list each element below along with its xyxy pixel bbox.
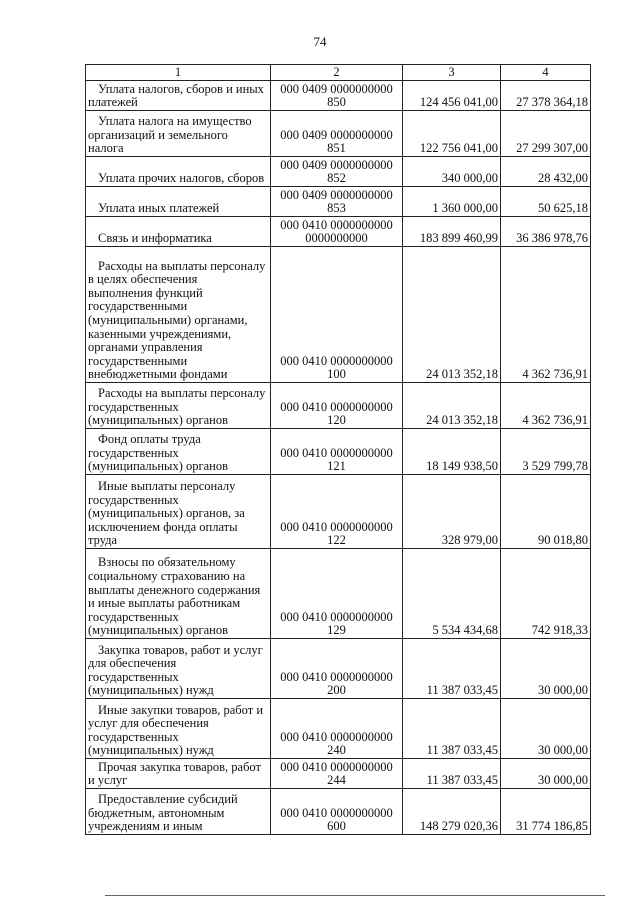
row-name-cell bbox=[86, 187, 271, 217]
row-name-line: исключением фонда оплаты bbox=[88, 519, 238, 534]
row-code-line: 000 0410 0000000000 bbox=[280, 445, 393, 460]
row-value-col4: 36 386 978,76 bbox=[501, 217, 591, 247]
row-value-col3: 328 979,00 bbox=[403, 475, 501, 549]
row-value-col3: 24 013 352,18 bbox=[403, 247, 501, 383]
row-name-line: органами управления bbox=[88, 340, 203, 355]
row-name-line: Уплата налогов, сборов и иных bbox=[98, 81, 264, 96]
row-name-line: выплаты денежного содержания bbox=[88, 582, 261, 597]
row-name-cell bbox=[86, 475, 271, 549]
table-body bbox=[86, 81, 591, 835]
row-code-cell bbox=[271, 383, 403, 429]
row-name-line: труда bbox=[88, 533, 118, 548]
row-name-line: платежей bbox=[88, 95, 138, 110]
header-row bbox=[86, 65, 591, 81]
table-row bbox=[86, 383, 591, 429]
table-row bbox=[86, 111, 591, 157]
row-code-line: 000 0409 0000000000 bbox=[280, 127, 393, 142]
row-code-cell bbox=[271, 157, 403, 187]
row-value-col3: 5 534 434,68 bbox=[403, 549, 501, 639]
row-name-line: Фонд оплаты труда bbox=[98, 432, 201, 447]
row-name-line: Связь и информатика bbox=[98, 231, 212, 246]
row-value-col4: 30 000,00 bbox=[501, 699, 591, 759]
row-value-col3: 11 387 033,45 bbox=[403, 699, 501, 759]
row-code-cell bbox=[271, 187, 403, 217]
row-name-line: (муниципальных) органов, за bbox=[88, 506, 245, 521]
row-name-line: Предоставление субсидий bbox=[98, 792, 238, 807]
row-code-line: 000 0410 0000000000 bbox=[280, 217, 393, 232]
row-name-line: Закупка товаров, работ и услуг bbox=[98, 642, 263, 657]
row-code-line: 240 bbox=[327, 743, 346, 758]
row-code-cell bbox=[271, 789, 403, 835]
row-name-cell bbox=[86, 699, 271, 759]
row-value-col4: 742 918,33 bbox=[501, 549, 591, 639]
row-code-line: 244 bbox=[327, 773, 346, 788]
row-code-line: 851 bbox=[327, 141, 346, 156]
row-name-line: Расходы на выплаты персоналу bbox=[98, 258, 266, 273]
row-value-col4: 31 774 186,85 bbox=[501, 789, 591, 835]
row-name-line: казенными учреждениями, bbox=[88, 326, 232, 341]
row-value-col4: 28 432,00 bbox=[501, 157, 591, 187]
row-code-line: 852 bbox=[327, 171, 346, 186]
row-name-cell bbox=[86, 789, 271, 835]
row-value-col4: 4 362 736,91 bbox=[501, 247, 591, 383]
row-name-line: государственными bbox=[88, 353, 188, 368]
table-row bbox=[86, 789, 591, 835]
row-code-cell bbox=[271, 217, 403, 247]
table-row bbox=[86, 187, 591, 217]
row-name-line: (муниципальными) органами, bbox=[88, 313, 248, 328]
table-row bbox=[86, 549, 591, 639]
row-name-cell bbox=[86, 639, 271, 699]
row-code-line: 000 0409 0000000000 bbox=[280, 187, 393, 202]
row-code-cell bbox=[271, 699, 403, 759]
row-code-line: 000 0410 0000000000 bbox=[280, 805, 393, 820]
row-name-line: и иные выплаты работникам bbox=[88, 596, 241, 611]
row-value-col4: 27 378 364,18 bbox=[501, 81, 591, 111]
table-row bbox=[86, 475, 591, 549]
row-code-cell bbox=[271, 429, 403, 475]
row-name-cell bbox=[86, 383, 271, 429]
row-code-line: 0000000000 bbox=[305, 231, 368, 246]
row-name-cell bbox=[86, 429, 271, 475]
row-name-line: государственных bbox=[88, 445, 179, 460]
row-code-line: 600 bbox=[327, 819, 346, 834]
budget-table bbox=[85, 64, 591, 835]
row-name-cell bbox=[86, 217, 271, 247]
row-value-col3: 124 456 041,00 bbox=[403, 81, 501, 111]
row-name-line: Расходы на выплаты персоналу bbox=[98, 386, 266, 401]
row-name-line: социальному страхованию на bbox=[88, 569, 246, 584]
row-code-line: 100 bbox=[327, 367, 346, 382]
table-row bbox=[86, 217, 591, 247]
page-number: 74 bbox=[313, 34, 327, 49]
row-code-line: 122 bbox=[327, 533, 346, 548]
row-name-cell bbox=[86, 247, 271, 383]
row-value-col3: 11 387 033,45 bbox=[403, 759, 501, 789]
row-value-col3: 340 000,00 bbox=[403, 157, 501, 187]
row-name-line: Взносы по обязательному bbox=[98, 555, 236, 570]
row-name-line: для обеспечения bbox=[88, 656, 177, 671]
row-code-line: 121 bbox=[327, 459, 346, 474]
row-name-line: Уплата иных платежей bbox=[98, 201, 220, 216]
footer-divider bbox=[105, 895, 605, 896]
row-code-line: 000 0409 0000000000 bbox=[280, 157, 393, 172]
row-code-line: 000 0410 0000000000 bbox=[280, 519, 393, 534]
column-header-3: 3 bbox=[403, 65, 501, 81]
row-value-col4: 90 018,80 bbox=[501, 475, 591, 549]
row-name-line: (муниципальных) нужд bbox=[88, 683, 214, 698]
table-row bbox=[86, 157, 591, 187]
row-value-col3: 148 279 020,36 bbox=[403, 789, 501, 835]
row-name-cell bbox=[86, 759, 271, 789]
row-code-line: 853 bbox=[327, 201, 346, 216]
table-row bbox=[86, 429, 591, 475]
table-row bbox=[86, 639, 591, 699]
row-value-col4: 3 529 799,78 bbox=[501, 429, 591, 475]
table-row bbox=[86, 699, 591, 759]
row-name-line: выполнения функций bbox=[88, 285, 203, 300]
row-name-line: государственных bbox=[88, 609, 179, 624]
row-name-line: учреждениям и иным bbox=[88, 819, 203, 834]
row-name-line: услуг для обеспечения bbox=[88, 716, 209, 731]
row-name-line: (муниципальных) органов bbox=[88, 459, 229, 474]
row-name-line: государственных bbox=[88, 729, 179, 744]
row-name-line: (муниципальных) органов bbox=[88, 413, 229, 428]
row-code-line: 000 0410 0000000000 bbox=[280, 759, 393, 774]
column-header-4: 4 bbox=[501, 65, 591, 81]
row-value-col4: 30 000,00 bbox=[501, 639, 591, 699]
row-value-col4: 50 625,18 bbox=[501, 187, 591, 217]
column-header-1: 1 bbox=[86, 65, 271, 81]
row-name-line: (муниципальных) нужд bbox=[88, 743, 214, 758]
row-code-line: 200 bbox=[327, 683, 346, 698]
row-name-cell bbox=[86, 81, 271, 111]
row-value-col3: 18 149 938,50 bbox=[403, 429, 501, 475]
row-code-line: 000 0410 0000000000 bbox=[280, 353, 393, 368]
row-name-line: бюджетным, автономным bbox=[88, 805, 225, 820]
row-code-line: 000 0410 0000000000 bbox=[280, 669, 393, 684]
row-code-line: 120 bbox=[327, 413, 346, 428]
row-name-line: налога bbox=[88, 141, 124, 156]
row-code-line: 129 bbox=[327, 623, 346, 638]
row-name-line: внебюджетными фондами bbox=[88, 367, 228, 382]
row-code-cell bbox=[271, 81, 403, 111]
row-name-line: Иные закупки товаров, работ и bbox=[98, 702, 264, 717]
row-value-col3: 183 899 460,99 bbox=[403, 217, 501, 247]
row-code-cell bbox=[271, 639, 403, 699]
row-value-col3: 24 013 352,18 bbox=[403, 383, 501, 429]
table-row bbox=[86, 247, 591, 383]
row-code-cell bbox=[271, 475, 403, 549]
table-row bbox=[86, 81, 591, 111]
row-name-line: государственных bbox=[88, 399, 179, 414]
row-value-col3: 11 387 033,45 bbox=[403, 639, 501, 699]
row-value-col3: 122 756 041,00 bbox=[403, 111, 501, 157]
row-name-line: государственными bbox=[88, 299, 188, 314]
row-code-cell bbox=[271, 759, 403, 789]
row-name-cell bbox=[86, 111, 271, 157]
row-name-cell bbox=[86, 157, 271, 187]
row-name-line: (муниципальных) органов bbox=[88, 623, 229, 638]
row-code-line: 000 0409 0000000000 bbox=[280, 81, 393, 96]
column-header-2: 2 bbox=[271, 65, 403, 81]
row-value-col4: 27 299 307,00 bbox=[501, 111, 591, 157]
row-code-line: 850 bbox=[327, 95, 346, 110]
row-name-line: Прочая закупка товаров, работ bbox=[98, 759, 261, 774]
table-row bbox=[86, 759, 591, 789]
row-name-line: организаций и земельного bbox=[88, 127, 228, 142]
row-name-line: государственных bbox=[88, 669, 179, 684]
row-value-col4: 30 000,00 bbox=[501, 759, 591, 789]
row-name-line: Уплата налога на имущество bbox=[98, 114, 252, 129]
row-code-cell bbox=[271, 247, 403, 383]
row-name-line: государственных bbox=[88, 492, 179, 507]
row-name-line: и услуг bbox=[88, 773, 128, 788]
row-name-line: в целях обеспечения bbox=[88, 272, 198, 287]
row-code-cell bbox=[271, 549, 403, 639]
row-name-line: Уплата прочих налогов, сборов bbox=[98, 171, 265, 186]
row-value-col3: 1 360 000,00 bbox=[403, 187, 501, 217]
row-value-col4: 4 362 736,91 bbox=[501, 383, 591, 429]
row-code-cell bbox=[271, 111, 403, 157]
row-code-line: 000 0410 0000000000 bbox=[280, 729, 393, 744]
row-code-line: 000 0410 0000000000 bbox=[280, 609, 393, 624]
row-name-cell bbox=[86, 549, 271, 639]
row-code-line: 000 0410 0000000000 bbox=[280, 399, 393, 414]
row-name-line: Иные выплаты персоналу bbox=[98, 479, 236, 494]
